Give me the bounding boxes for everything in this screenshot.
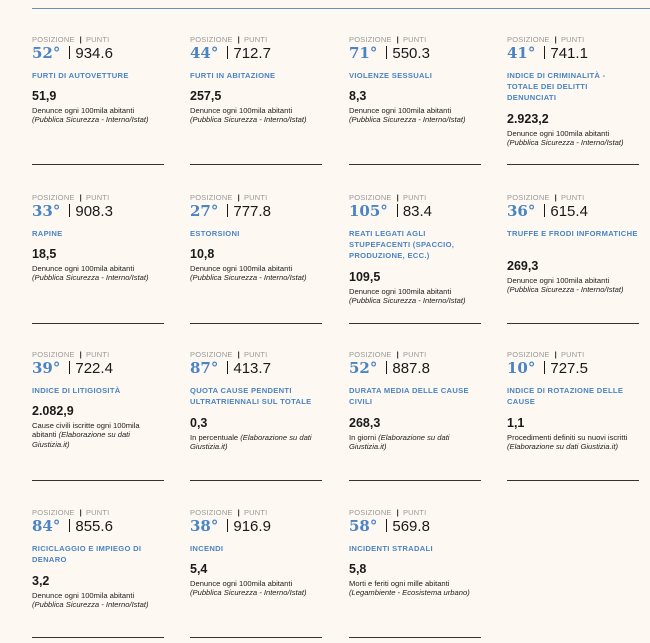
card-labels: POSIZIONE | PUNTI — [349, 508, 427, 517]
indicator-title: RAPINE — [32, 229, 63, 238]
indicator-description: Denunce ogni 100mila abitanti (Pubblica Sicurezza - Interno/Istat) — [32, 264, 149, 283]
indicator-value: 8,3 — [349, 89, 367, 103]
indicator-description: Denunce ogni 100mila abitanti (Pubblica Sicurezza - Interno/Istat) — [190, 106, 307, 125]
card-divider — [507, 323, 639, 324]
card-labels: POSIZIONE | PUNTI — [190, 350, 268, 359]
rank-value: 27° — [190, 202, 219, 220]
indicator-title: INDICE DI CRIMINALITÀ - TOTALE DEI DELITTI DENUNCIATI — [507, 71, 606, 102]
posizione-label: POSIZIONE — [32, 35, 75, 44]
punti-label: PUNTI — [560, 193, 585, 202]
card-labels: POSIZIONE | PUNTI — [190, 35, 268, 44]
indicator-title: TRUFFE E FRODI INFORMATICHE — [507, 229, 638, 238]
score-value: 712.7 — [233, 45, 271, 62]
punti-label: PUNTI — [85, 193, 110, 202]
score-value: 83.4 — [402, 203, 433, 220]
indicator-value: 269,3 — [507, 259, 539, 273]
indicator-source: (Pubblica Sicurezza - Interno/Istat) — [349, 115, 466, 125]
posizione-label: POSIZIONE — [190, 193, 233, 202]
punti-label: PUNTI — [243, 35, 268, 44]
card-labels: POSIZIONE | PUNTI — [190, 193, 268, 202]
indicator-title: DURATA MEDIA DELLE CAUSE CIVILI — [349, 386, 469, 406]
rank-score-row — [32, 517, 113, 535]
indicator-description: Procedimenti definiti su nuovi iscritti (Elaborazione su dati Giustizia.it) — [507, 433, 628, 452]
rank-score-row — [190, 359, 271, 377]
punti-label: PUNTI — [402, 350, 427, 359]
score-value: 855.6 — [75, 518, 113, 535]
rank-score-row — [32, 44, 113, 62]
punti-label: PUNTI — [402, 508, 427, 517]
rank-score-row — [32, 359, 113, 377]
card-labels: POSIZIONE | PUNTI — [32, 193, 110, 202]
rank-score-row — [507, 202, 588, 220]
indicator-description: Denunce ogni 100mila abitanti (Pubblica Sicurezza - Interno/Istat) — [32, 106, 149, 125]
score-value: 741.1 — [550, 45, 588, 62]
rank-score-row — [349, 359, 430, 377]
posizione-label: POSIZIONE — [349, 193, 392, 202]
card-divider — [190, 480, 322, 481]
indicator-title: INDICE DI ROTAZIONE DELLE CAUSE — [507, 386, 624, 406]
rank-value: 58° — [349, 517, 378, 535]
rank-value: 38° — [190, 517, 219, 535]
indicator-source: (Elaborazione su dati Giustizia.it) — [190, 433, 312, 452]
punti-label: PUNTI — [402, 35, 427, 44]
indicator-value: 268,3 — [349, 416, 381, 430]
card-divider — [32, 480, 164, 481]
punti-label: PUNTI — [85, 35, 110, 44]
posizione-label: POSIZIONE — [190, 35, 233, 44]
indicator-source: (Pubblica Sicurezza - Interno/Istat) — [507, 285, 624, 295]
card-divider — [32, 323, 164, 324]
rank-score-row — [507, 359, 588, 377]
rank-value: 10° — [507, 359, 536, 377]
indicator-title: INCIDENTI STRADALI — [349, 544, 433, 553]
rank-score-row — [32, 202, 113, 220]
indicator-source: (Pubblica Sicurezza - Interno/Istat) — [32, 600, 149, 610]
punti-label: PUNTI — [560, 35, 585, 44]
indicator-title: REATI LEGATI AGLI STUPEFACENTI (SPACCIO, PRODUZIONE, ECC.) — [349, 229, 455, 260]
indicator-description: Denunce ogni 100mila abitanti (Pubblica Sicurezza - Interno/Istat) — [507, 276, 624, 295]
punti-label: PUNTI — [243, 350, 268, 359]
punti-label: PUNTI — [85, 350, 110, 359]
indicator-title: VIOLENZE SESSUALI — [349, 71, 433, 80]
indicator-value: 18,5 — [32, 247, 57, 261]
posizione-label: POSIZIONE — [32, 508, 75, 517]
score-value: 550.3 — [392, 45, 430, 62]
indicator-description: Denunce ogni 100mila abitanti (Pubblica Sicurezza - Interno/Istat) — [349, 287, 466, 306]
indicator-value: 5,4 — [190, 562, 208, 576]
posizione-label: POSIZIONE — [349, 508, 392, 517]
card-divider — [349, 480, 481, 481]
rank-value: 44° — [190, 44, 219, 62]
card-labels: POSIZIONE | PUNTI — [190, 508, 268, 517]
indicator-value: 5,8 — [349, 562, 367, 576]
rank-score-row — [349, 202, 432, 220]
card-labels: POSIZIONE | PUNTI — [32, 350, 110, 359]
indicator-source: (Pubblica Sicurezza - Interno/Istat) — [190, 115, 307, 125]
punti-label: PUNTI — [85, 508, 110, 517]
card-labels: POSIZIONE | PUNTI — [507, 35, 585, 44]
top-divider — [32, 8, 650, 9]
indicator-value: 0,3 — [190, 416, 208, 430]
rank-value: 39° — [32, 359, 61, 377]
indicator-description: Denunce ogni 100mila abitanti (Pubblica Sicurezza - Interno/Istat) — [507, 129, 624, 148]
indicator-value: 51,9 — [32, 89, 57, 103]
card-divider — [349, 637, 481, 638]
card-divider — [32, 637, 164, 638]
card-divider — [32, 164, 164, 165]
indicator-title: FURTI IN ABITAZIONE — [190, 71, 276, 80]
rank-score-row — [190, 517, 271, 535]
punti-label: PUNTI — [243, 508, 268, 517]
score-value: 887.8 — [392, 360, 430, 377]
rank-score-row — [190, 202, 271, 220]
indicator-description: Morti e feriti ogni mille abitanti (Legambiente - Ecosistema urbano) — [349, 579, 470, 598]
card-divider — [190, 164, 322, 165]
posizione-label: POSIZIONE — [32, 193, 75, 202]
posizione-label: POSIZIONE — [507, 193, 550, 202]
punti-label: PUNTI — [243, 193, 268, 202]
rank-value: 33° — [32, 202, 61, 220]
score-value: 777.8 — [233, 203, 271, 220]
rank-score-row — [349, 44, 430, 62]
rank-value: 105° — [349, 202, 388, 220]
score-value: 727.5 — [550, 360, 588, 377]
score-value: 916.9 — [233, 518, 271, 535]
card-divider — [507, 480, 639, 481]
indicator-value: 10,8 — [190, 247, 215, 261]
indicator-source: (Pubblica Sicurezza - Interno/Istat) — [349, 296, 466, 306]
indicator-description: Denunce ogni 100mila abitanti (Pubblica Sicurezza - Interno/Istat) — [349, 106, 466, 125]
score-value: 908.3 — [75, 203, 113, 220]
rank-score-row — [349, 517, 430, 535]
posizione-label: POSIZIONE — [190, 350, 233, 359]
indicator-value: 257,5 — [190, 89, 222, 103]
score-value: 413.7 — [233, 360, 271, 377]
indicator-description: Denunce ogni 100mila abitanti (Pubblica Sicurezza - Interno/Istat) — [190, 579, 307, 598]
score-value: 934.6 — [75, 45, 113, 62]
score-value: 569.8 — [392, 518, 430, 535]
card-labels: POSIZIONE | PUNTI — [349, 350, 427, 359]
rank-value: 71° — [349, 44, 378, 62]
indicator-title: QUOTA CAUSE PENDENTI ULTRATRIENNALI SUL TOTALE — [190, 386, 312, 406]
indicator-description: Cause civili iscritte ogni 100mila abitanti (Elaborazione su dati Giustizia.it) — [32, 421, 140, 449]
card-divider — [190, 323, 322, 324]
posizione-label: POSIZIONE — [507, 35, 550, 44]
card-divider — [190, 637, 322, 638]
card-divider — [507, 164, 639, 165]
indicator-source: (Pubblica Sicurezza - Interno/Istat) — [507, 138, 624, 148]
indicator-value: 2.082,9 — [32, 404, 74, 418]
indicator-title: INDICE DI LITIGIOSITÀ — [32, 386, 121, 395]
card-labels: POSIZIONE | PUNTI — [507, 350, 585, 359]
indicator-title: RICICLAGGIO E IMPIEGO DI DENARO — [32, 544, 142, 564]
score-value: 615.4 — [550, 203, 588, 220]
punti-label: PUNTI — [402, 193, 427, 202]
rank-score-row — [190, 44, 271, 62]
indicator-source: (Elaborazione su dati Giustizia.it) — [349, 433, 450, 452]
indicator-source: (Pubblica Sicurezza - Interno/Istat) — [190, 273, 307, 283]
rank-value: 87° — [190, 359, 219, 377]
indicator-source: (Pubblica Sicurezza - Interno/Istat) — [190, 588, 307, 598]
indicator-description: Denunce ogni 100mila abitanti (Pubblica Sicurezza - Interno/Istat) — [32, 591, 149, 610]
posizione-label: POSIZIONE — [349, 350, 392, 359]
posizione-label: POSIZIONE — [190, 508, 233, 517]
rank-value: 84° — [32, 517, 61, 535]
posizione-label: POSIZIONE — [349, 35, 392, 44]
rank-value: 52° — [349, 359, 378, 377]
card-labels: POSIZIONE | PUNTI — [349, 35, 427, 44]
indicator-source: (Elaborazione su dati Giustizia.it) — [32, 430, 130, 449]
indicator-source: (Legambiente - Ecosistema urbano) — [349, 588, 470, 598]
indicator-value: 109,5 — [349, 270, 381, 284]
indicator-value: 2.923,2 — [507, 112, 549, 126]
card-labels: POSIZIONE | PUNTI — [32, 35, 110, 44]
card-labels: POSIZIONE | PUNTI — [507, 193, 585, 202]
card-labels: POSIZIONE | PUNTI — [349, 193, 427, 202]
rank-value: 36° — [507, 202, 536, 220]
indicator-title: INCENDI — [190, 544, 224, 553]
indicator-source: (Pubblica Sicurezza - Interno/Istat) — [32, 273, 149, 283]
indicator-value: 1,1 — [507, 416, 525, 430]
indicator-value: 3,2 — [32, 574, 50, 588]
card-divider — [349, 323, 481, 324]
rank-value: 52° — [32, 44, 61, 62]
indicator-description: In giorni (Elaborazione su dati Giustizia.it) — [349, 433, 450, 452]
indicator-source: (Pubblica Sicurezza - Interno/Istat) — [32, 115, 149, 125]
indicator-title: ESTORSIONI — [190, 229, 240, 238]
posizione-label: POSIZIONE — [32, 350, 75, 359]
indicator-title: FURTI DI AUTOVETTURE — [32, 71, 129, 80]
rank-score-row — [507, 44, 588, 62]
indicator-description: Denunce ogni 100mila abitanti (Pubblica Sicurezza - Interno/Istat) — [190, 264, 307, 283]
indicator-source: (Elaborazione su dati Giustizia.it) — [507, 442, 619, 452]
rank-value: 41° — [507, 44, 536, 62]
score-value: 722.4 — [75, 360, 113, 377]
indicator-description: In percentuale (Elaborazione su dati Giustizia.it) — [190, 433, 312, 452]
punti-label: PUNTI — [560, 350, 585, 359]
posizione-label: POSIZIONE — [507, 350, 550, 359]
card-divider — [349, 164, 481, 165]
card-labels: POSIZIONE | PUNTI — [32, 508, 110, 517]
